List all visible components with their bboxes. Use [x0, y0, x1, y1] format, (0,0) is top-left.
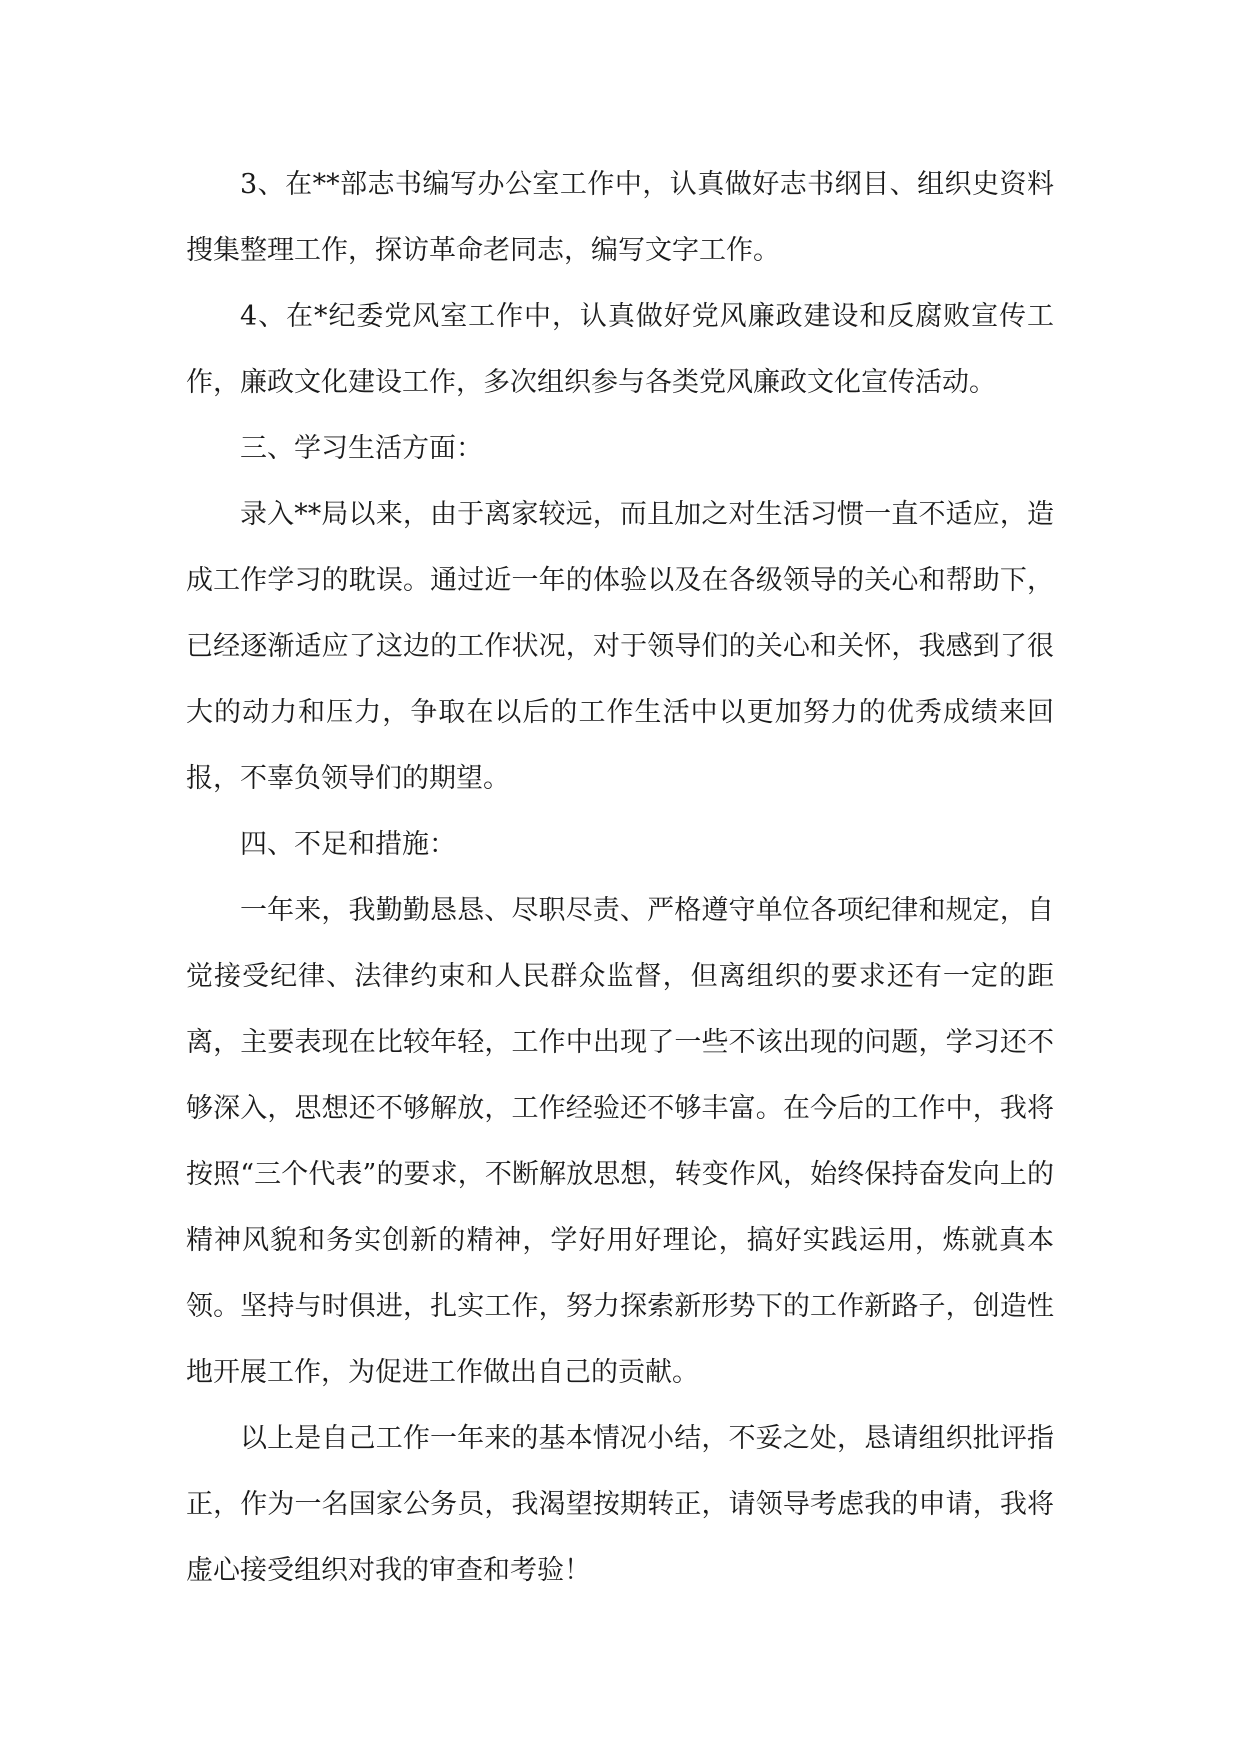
paragraph-item-4: 4、在*纪委党风室工作中，认真做好党风廉政建设和反腐败宣传工作，廉政文化建设工作，多次组织参与各类党风廉政文化宣传活动。: [186, 301, 1054, 398]
paragraph-shortcomings: 一年来，我勤勤恳恳、尽职尽责、严格遵守单位各项纪律和规定，自觉接受纪律、法律约束和人民群众监督，但离组织的要求还有一定的距离，主要表现在比较年轻，工作中出现了一些不该出现的问题，学习还不够深入，思想还不够解放，工作经验还不够丰富。在今后的工作中，我将按照“三个代表”的要求，不断解放思想，转变作风，始终保持奋发向上的精神风貌和务实创新的精神，学好用好理论，搞好实践运用，炼就真本领。坚持与时俱进，扎实工作，努力探索新形势下的工作新路子，创造性地开展工作，为促进工作做出自己的贡献。: [186, 895, 1054, 1388]
section-heading-shortcomings: 四、不足和措施：: [240, 829, 456, 860]
document-body: [186, 152, 1054, 1604]
paragraph-conclusion: 以上是自己工作一年来的基本情况小结，不妥之处，恳请组织批评指正，作为一名国家公务员，我渴望按期转正，请领导考虑我的申请，我将虚心接受组织对我的审查和考验！: [186, 1423, 1054, 1586]
paragraph-item-3: 3、在**部志书编写办公室工作中，认真做好志书纲目、组织史资料搜集整理工作，探访革命老同志，编写文字工作。: [186, 169, 1054, 266]
section-heading-study-life: 三、学习生活方面：: [240, 433, 483, 464]
paragraph-study-life: 录入**局以来，由于离家较远，而且加之对生活习惯一直不适应，造成工作学习的耽误。通过近一年的体验以及在各级领导的关心和帮助下，已经逐渐适应了这边的工作状况，对于领导们的关心和关怀，我感到了很大的动力和压力，争取在以后的工作生活中以更加努力的优秀成绩来回报，不辜负领导们的期望。: [186, 499, 1054, 794]
